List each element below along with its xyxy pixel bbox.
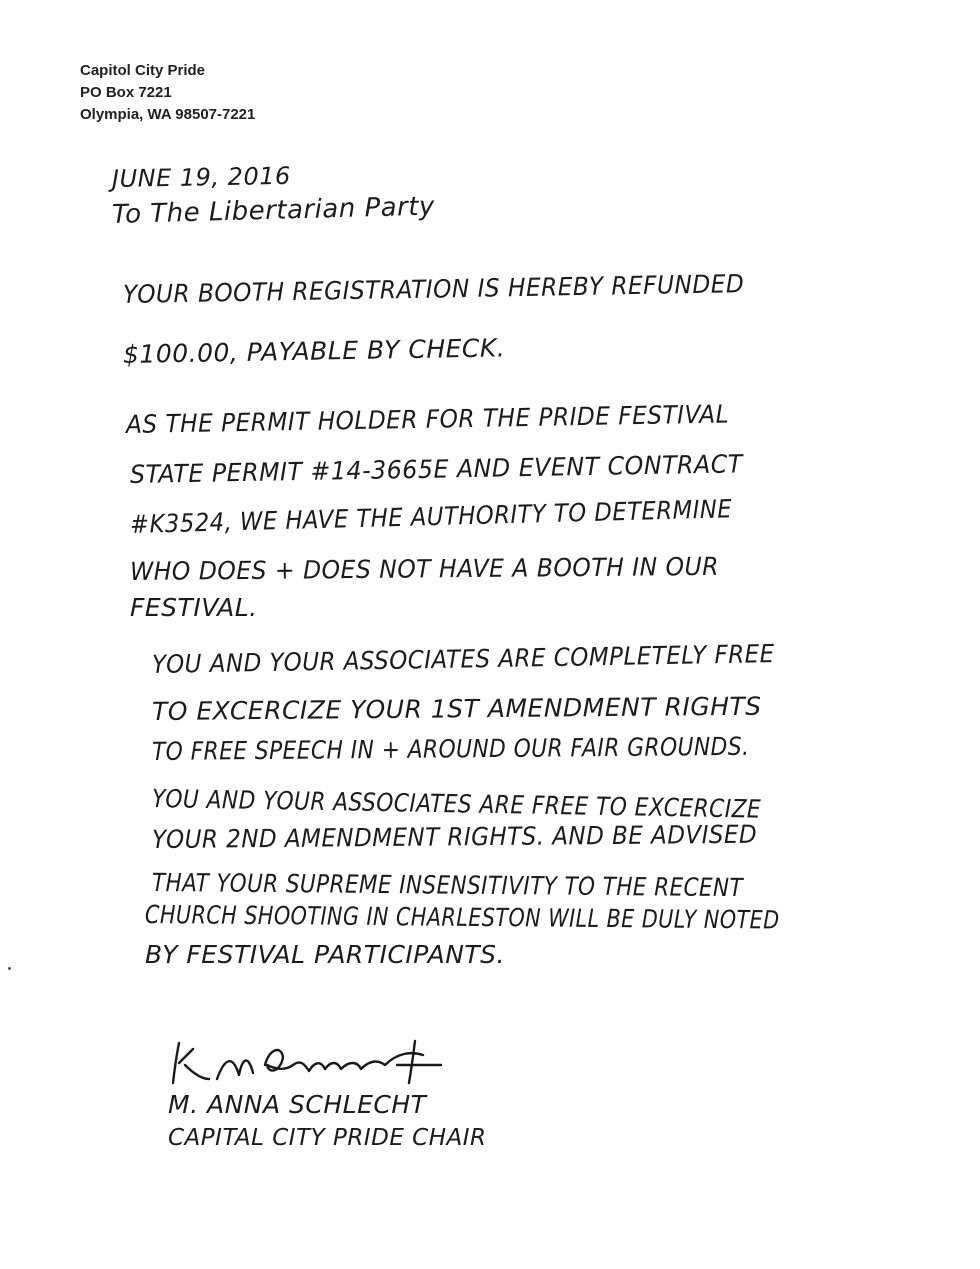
- para3-line: YOU AND YOUR ASSOCIATES ARE COMPLETELY FREE: [151, 639, 775, 679]
- scan-mark: [8, 967, 11, 970]
- letterhead-org: Capitol City Pride: [80, 62, 206, 79]
- para3-line: TO EXCERCIZE YOUR 1ST AMENDMENT RIGHTS: [151, 691, 762, 726]
- letterhead: [80, 60, 255, 126]
- para2-line: WHO DOES + DOES NOT HAVE A BOOTH IN OUR: [129, 551, 720, 586]
- para2-line: STATE PERMIT #14-3665E AND EVENT CONTRACT: [129, 449, 744, 489]
- para3-line: TO FREE SPEECH IN + AROUND OUR FAIR GROUNDS.: [151, 731, 750, 766]
- para1-line: YOUR BOOTH REGISTRATION IS HEREBY REFUNDED: [122, 269, 745, 309]
- para1-line: $100.00, PAYABLE BY CHECK.: [122, 333, 506, 369]
- signer-title: CAPITAL CITY PRIDE CHAIR: [168, 1125, 487, 1151]
- para3-line: THAT YOUR SUPREME INSENSITIVITY TO THE RECENT: [151, 868, 744, 903]
- para3-line: BY FESTIVAL PARTICIPANTS.: [145, 940, 505, 969]
- letter-salutation: To The Libertarian Party: [111, 191, 436, 230]
- letter-date: JUNE 19, 2016: [111, 161, 291, 193]
- para3-line: CHURCH SHOOTING IN CHARLESTON WILL BE DULY NOTED: [144, 900, 780, 935]
- para3-line: YOUR 2ND AMENDMENT RIGHTS. AND BE ADVISED: [151, 819, 758, 854]
- letterhead-po-box: PO Box 7221: [80, 84, 172, 101]
- para2-line: FESTIVAL.: [130, 593, 258, 622]
- signer-name: M. ANNA SCHLECHT: [168, 1090, 427, 1119]
- para2-line: #K3524, WE HAVE THE AUTHORITY TO DETERMINE: [129, 494, 733, 539]
- signature-graphic: [165, 1035, 465, 1095]
- para2-line: AS THE PERMIT HOLDER FOR THE PRIDE FESTIVAL: [125, 399, 730, 439]
- letterhead-city: Olympia, WA 98507-7221: [80, 106, 256, 123]
- para3-line: YOU AND YOUR ASSOCIATES ARE FREE TO EXCERCIZE: [151, 784, 762, 824]
